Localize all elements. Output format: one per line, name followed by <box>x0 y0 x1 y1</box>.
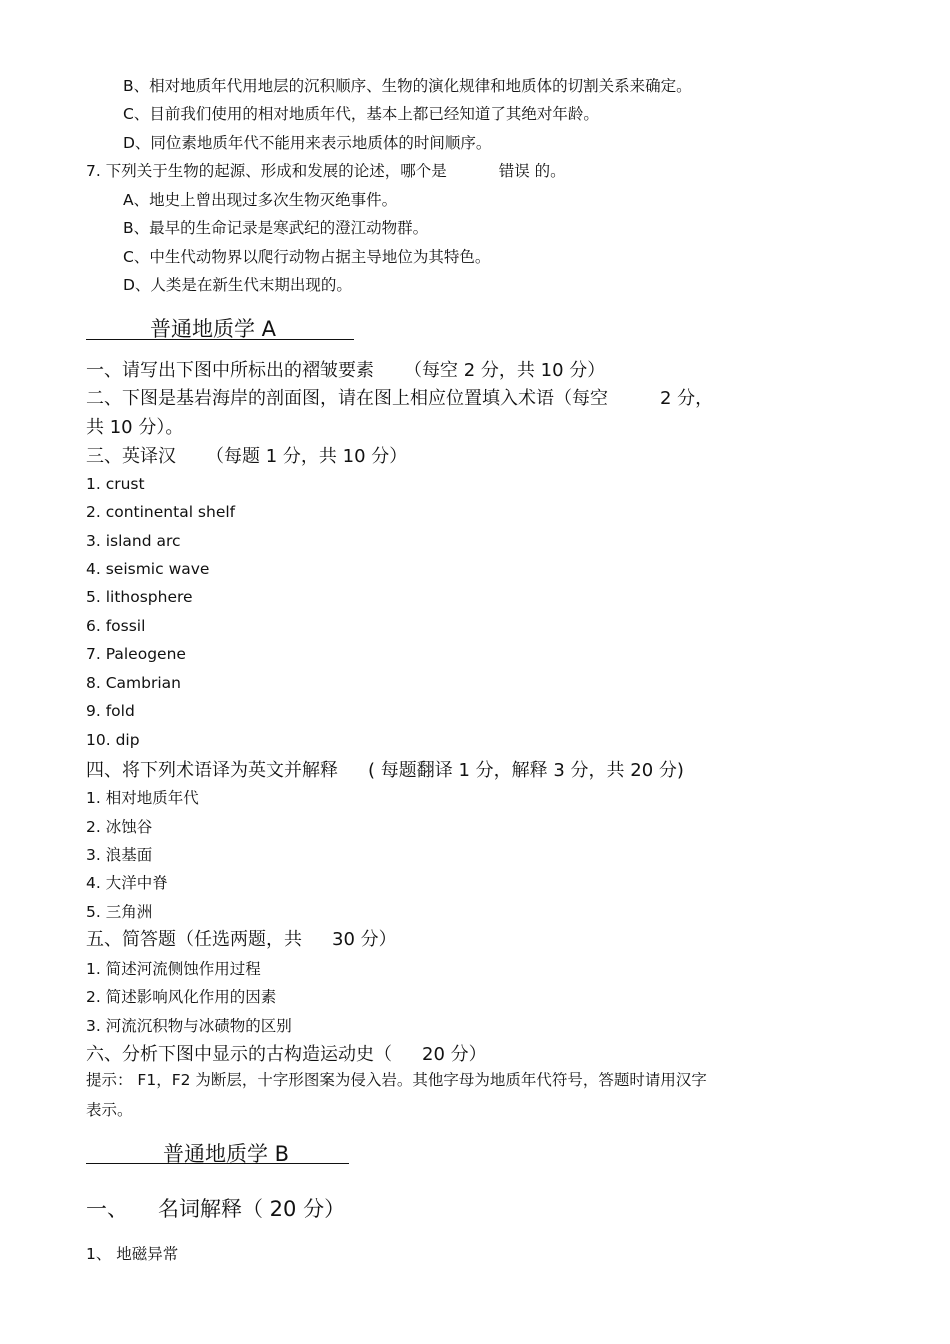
term-item: 5. lithosphere <box>86 588 193 606</box>
term-item: 4. seismic wave <box>86 560 210 578</box>
paper-b-section-1-num: 一、 <box>86 1197 128 1221</box>
term-item: 9. fold <box>86 702 135 720</box>
paper-b-section-1 <box>86 1193 345 1223</box>
section-3-text: 三、英译汉 <box>86 446 176 467</box>
section-2-score: 2 分， <box>660 388 714 409</box>
section-4-item: 4. 大洋中脊 <box>86 874 168 892</box>
q7-option-b: B、最早的生命记录是寒武纪的澄江动物群。 <box>123 219 429 237</box>
term-item: 10. dip <box>86 731 140 749</box>
paper-a-section-6 <box>86 1040 487 1066</box>
section-5-item: 2. 简述影响风化作用的因素 <box>86 988 277 1006</box>
section-5-score: 30 分） <box>332 929 397 950</box>
q7-option-c: C、中生代动物界以爬行动物占据主导地位为其特色。 <box>123 248 491 266</box>
q7-option-d: D、人类是在新生代末期出现的。 <box>123 276 352 294</box>
section-3-score: （每题 1 分，共 10 分） <box>206 446 408 467</box>
q6-option-b: B、相对地质年代用地层的沉积顺序、生物的演化规律和地质体的切割关系来确定。 <box>123 77 692 95</box>
q7-stem <box>86 159 566 181</box>
q7-stem-text: 7. 下列关于生物的起源、形成和发展的论述，哪个是 <box>86 162 447 180</box>
section-6-hint-line1: 提示： F1，F2 为断层，十字形图案为侵入岩。其他字母为地质年代符号，答题时请用汉字 <box>86 1071 707 1089</box>
q6-option-c: C、目前我们使用的相对地质年代，基本上都已经知道了其绝对年龄。 <box>123 105 599 123</box>
section-4-item: 5. 三角洲 <box>86 903 153 921</box>
section-1-score: （每空 2 分，共 10 分） <box>404 360 606 381</box>
paper-a-section-1 <box>86 356 605 382</box>
paper-b-title: 普通地质学 B <box>163 1142 290 1166</box>
section-4-text: 四、将下列术语译为英文并解释 <box>86 760 338 781</box>
section-4-item: 3. 浪基面 <box>86 846 153 864</box>
section-5-text: 五、简答题（任选两题，共 <box>86 929 302 950</box>
paper-b-section-1-text: 名词解释（ 20 分） <box>158 1197 346 1221</box>
section-1-text: 一、请写出下图中所标出的褶皱要素 <box>86 360 374 381</box>
paper-a-title-underline <box>86 339 354 340</box>
section-4-item: 2. 冰蚀谷 <box>86 818 153 836</box>
paper-a-section-3 <box>86 442 407 468</box>
paper-b-title-underline <box>86 1163 349 1164</box>
q7-option-a: A、地史上曾出现过多次生物灭绝事件。 <box>123 191 398 209</box>
section-6-score: 20 分） <box>422 1044 487 1065</box>
term-item: 6. fossil <box>86 617 146 635</box>
paper-b-item-1: 1、 地磁异常 <box>86 1245 179 1263</box>
paper-a-section-2-line2: 共 10 分）。 <box>86 417 184 438</box>
paper-a-title: 普通地质学 A <box>150 317 277 341</box>
section-4-score: ( 每题翻译 1 分，解释 3 分，共 20 分) <box>368 760 684 781</box>
section-6-text: 六、分析下图中显示的古构造运动史（ <box>86 1044 392 1065</box>
section-2-text: 二、下图是基岩海岸的剖面图，请在图上相应位置填入术语（每空 <box>86 388 608 409</box>
q6-option-d: D、同位素地质年代不能用来表示地质体的时间顺序。 <box>123 134 492 152</box>
term-item: 8. Cambrian <box>86 674 181 692</box>
section-6-hint-line2: 表示。 <box>86 1101 133 1119</box>
term-item: 7. Paleogene <box>86 645 186 663</box>
term-item: 3. island arc <box>86 532 181 550</box>
paper-a-section-5 <box>86 925 397 951</box>
q7-emphasis: 错误 的。 <box>498 162 566 180</box>
paper-a-section-4 <box>86 756 684 782</box>
term-item: 1. crust <box>86 475 145 493</box>
section-5-item: 3. 河流沉积物与冰碛物的区别 <box>86 1017 292 1035</box>
section-5-item: 1. 简述河流侧蚀作用过程 <box>86 960 261 978</box>
section-4-item: 1. 相对地质年代 <box>86 789 199 807</box>
term-item: 2. continental shelf <box>86 503 236 521</box>
paper-a-section-2-line1 <box>86 384 713 410</box>
